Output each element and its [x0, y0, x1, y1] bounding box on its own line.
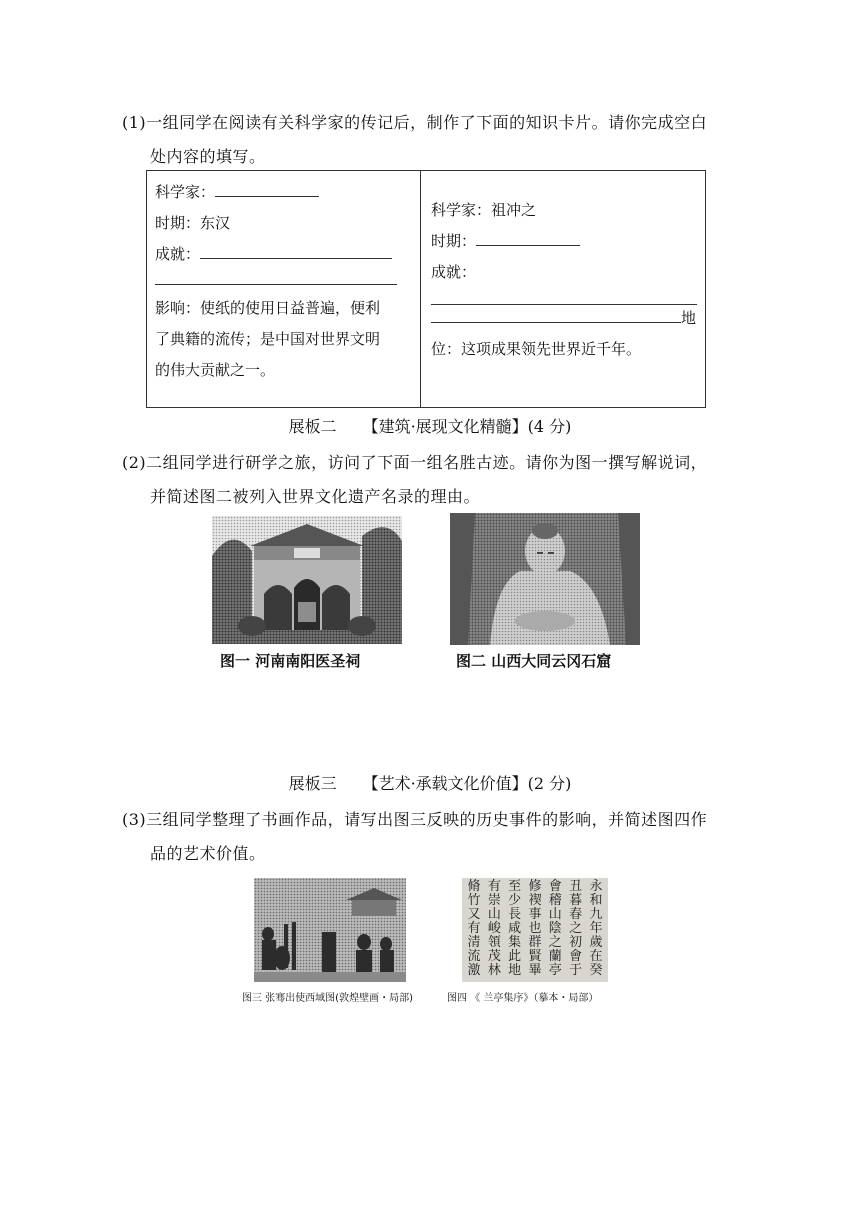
impact-line-2: 了典籍的流传；是中国对世界文明 — [155, 330, 381, 348]
question-2-line2: 并简述图二被列入世界文化遗产名录的理由。 — [150, 487, 481, 506]
period-label: 时期： — [155, 214, 201, 232]
scientist-blank[interactable] — [215, 178, 319, 197]
question-1 — [122, 106, 762, 174]
impact-line-3: 的伟大贡献之一。 — [155, 361, 276, 379]
calligraphy-column: 至 少 長 咸 集 此 地 — [508, 879, 522, 978]
period-value: 东汉 — [200, 214, 231, 232]
card-zu-chongzhi — [421, 171, 705, 407]
question-2 — [122, 446, 762, 514]
achievement-blank-1[interactable] — [200, 240, 392, 259]
calligraphy-column: 修 禊 事 也 群 賢 畢 — [528, 879, 542, 978]
board-3-heading — [0, 772, 860, 796]
question-3 — [122, 803, 762, 871]
board-2-title: 【建筑·展现文化精髓】(4 分) — [362, 417, 572, 436]
figure-1-caption: 图一 河南南阳医圣祠 — [220, 652, 361, 670]
calligraphy-column: 有 崇 山 峻 領 茂 林 — [487, 879, 501, 978]
question-1-line2: 处内容的填写。 — [150, 147, 266, 166]
board-3-name: 展板三 — [288, 774, 337, 793]
board-3-title: 【艺术·承载文化价值】(2 分) — [362, 774, 572, 793]
figure-2-yungang-grottoes-photo — [450, 513, 640, 645]
period-label-right: 时期： — [431, 232, 477, 250]
calligraphy-column: 永 和 九 年 歲 在 癸 — [589, 879, 603, 978]
impact-text — [155, 293, 412, 386]
achievement-line-right-2 — [431, 303, 697, 334]
question-3-line1: (3)三组同学整理了书画作品，请写出图三反映的历史事件的影响，并简述图四作 — [122, 810, 708, 829]
figure-2-caption: 图二 山西大同云冈石窟 — [456, 652, 612, 670]
achievement-label-right: 成就： — [431, 263, 477, 281]
figure-3-zhang-qian-mural — [254, 878, 406, 982]
achievement-label: 成就： — [155, 245, 201, 263]
achievement-blank-right-2[interactable] — [431, 304, 681, 323]
card-cai-lun — [147, 171, 421, 407]
impact-line-1: 影响：使纸的使用日益普遍，便利 — [155, 299, 381, 317]
knowledge-card-table — [146, 170, 706, 408]
figure-1-yisheng-temple-photo — [212, 516, 402, 644]
question-1-line1: (1)一组同学在阅读有关科学家的传记后，制作了下面的知识卡片。请你完成空白 — [122, 113, 708, 132]
calligraphy-column: 脩 竹 又 有 清 流 激 — [467, 879, 481, 978]
calligraphy-column: 會 稽 山 陰 之 蘭 亭 — [548, 879, 562, 978]
figure-4-caption: 图四 《 兰亭集序》（摹本・局部） — [447, 993, 599, 1004]
status-line: 位：这项成果领先世界近千年。 — [431, 340, 642, 358]
scientist-row — [155, 177, 412, 208]
calligraphy-column: 丑 暮 春 之 初 會 于 — [569, 879, 583, 978]
figure-4-lanting-calligraphy — [462, 878, 608, 982]
scientist-label: 科学家： — [155, 183, 216, 201]
figure-3-caption: 图三 张骞出使西域图(敦煌壁画・局部) — [242, 993, 413, 1004]
scientist-name: 科学家：祖冲之 — [431, 201, 537, 219]
question-3-line2: 品的艺术价值。 — [150, 844, 266, 863]
achievement-row — [155, 239, 412, 270]
period-row-right — [431, 226, 697, 257]
period-row — [155, 208, 412, 239]
end-char: 地 — [681, 309, 697, 327]
board-2-heading — [0, 415, 860, 439]
board-2-name: 展板二 — [288, 417, 337, 436]
question-2-line1: (2)二组同学进行研学之旅，访问了下面一组名胜古迹。请你为图一撰写解说词， — [122, 453, 708, 472]
period-blank[interactable] — [476, 227, 580, 246]
